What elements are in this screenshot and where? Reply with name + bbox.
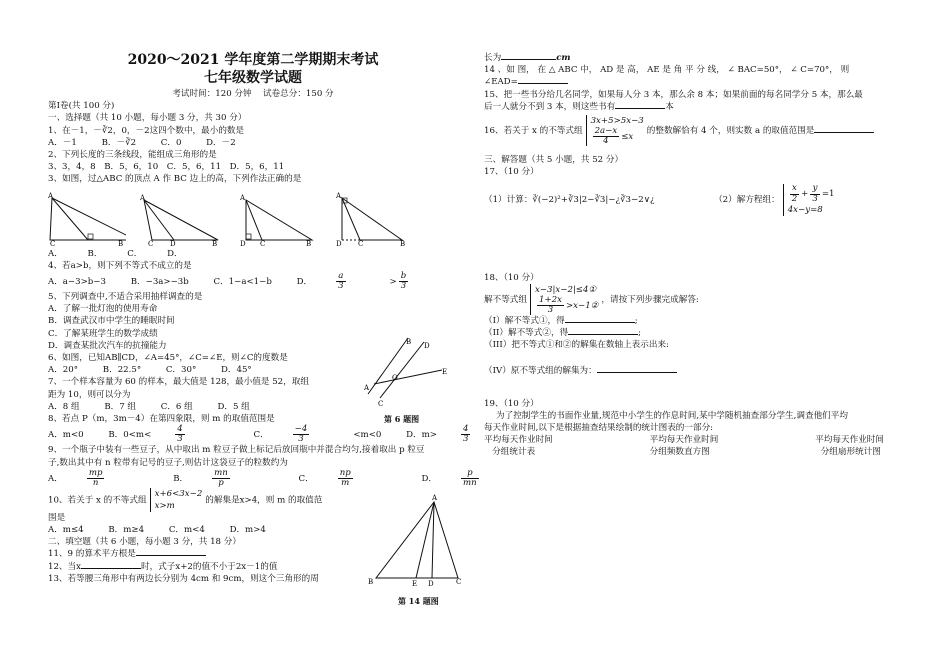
svg-text:A: A [140,193,146,202]
q18-step-2: （II）解不等式②，得 ; [484,328,642,339]
q5-stem: 5、下列调查中,不适合采用抽样调查的是 [48,292,203,303]
q10-stem: 10、若关于 x 的不等式组x+6<3x−2 x>m的解集是x>4，则 m 的取值范 [48,488,323,511]
svg-text:B: B [118,239,124,246]
svg-text:C: C [148,239,154,246]
q15-stem-cont: 后一人就分不到 3 本，则这些书有 本 [484,101,674,112]
svg-text:C: C [358,239,364,246]
svg-text:C: C [260,239,266,246]
q1-option-a: A．－1 [48,137,77,148]
svg-text:A: A [48,191,54,200]
q19-chart-titles [484,434,884,458]
q18-heading: 18、（10 分） [484,272,539,283]
q1-option-c: C．0 [160,137,182,148]
svg-text:E: E [412,580,418,588]
q1-options [48,137,458,149]
q8-option-c: C． $\frac{-4}{3}$ <m<0 [253,424,382,445]
section-one-heading: 一、选择题（共 10 小题，每小题 3 分，共 30 分） [48,113,247,124]
q10-stem-cont: 围是 [48,512,66,523]
exam-subtitle: 七年级数学试题 [204,69,302,86]
q3-figure-a [48,190,126,246]
q6-option-c: C．30° [165,365,197,376]
q4-option-d: D． $\frac{a}{3}$ > $\frac{b}{3}$ [296,271,407,292]
q5-option-c: C．了解某班学生的数学成绩 [48,328,158,339]
q18-step-4: （IV）原不等式组的解集为： [484,365,904,377]
q19-stem: 为了控制学生的书面作业量,规范中小学生的作息时间,某中学随机抽查部分学生,调查他们平均 [496,410,848,421]
q8-option-d: D．m> $\frac{4}{3}$ [406,424,469,445]
q8-option-a: A．m<0 [48,430,84,441]
q9-option-d: D． $\frac{p}{mn}$ [421,467,477,488]
q16-stem: 16、若关于 x 的不等式组3x+5>5x−3 $\frac{2a-x}{4}$ ≤x的整数解恰有 4 个，则实数 a 的取值范围是 [484,115,904,146]
q7-option-d: D．5 组 [217,401,250,412]
q9-option-a: A． $\frac{mp}{n}$ [48,467,103,488]
q6-option-d: D．45° [221,365,252,376]
svg-text:D: D [424,342,430,350]
svg-text:B: B [212,239,218,246]
q5-option-d: D．调查某批次汽车的抗撞能力 [48,340,167,351]
section-three-heading: 三、解答题（共 5 小题，共 52 分） [484,155,624,166]
svg-text:E: E [442,368,448,376]
q19-histogram-title: 平均每天作业时间 分组频数直方图 [649,435,719,458]
q5-option-a: A．了解一批灯泡的使用寿命 [48,304,158,315]
q4-option-b: B．−3a>−3b [130,277,189,288]
q2-stem: 2、下列长度的三条线段，能组成三角形的是 [48,150,217,161]
q4-stem: 4、若a>b，则下列不等式不成立的是 [48,260,192,271]
q19-pie-title: 平均每天作业时间 分组扇形统计图 [815,435,884,458]
q1-option-d: D．－2 [206,137,236,148]
q9-option-b: B． $\frac{mn}{p}$ [173,467,228,488]
q7-option-b: B．7 组 [104,401,137,412]
q10-option-c: C．m<4 [168,525,205,536]
q5-option-b: B．调查武汉市中学生的睡眠时间 [48,316,175,327]
q15-stem: 15、把一些书分给几名同学，如果每人分 3 本，那么余 8 本；如果前面的每名同学分 5 本，那么最 [484,89,863,100]
svg-text:B: B [306,239,312,246]
q6-stem: 6、如图，已知AB∥CD，∠A=45°，∠C=∠E，则∠C的度数是 [48,353,288,364]
q3-figure-b [138,190,220,246]
q6-option-a: A．20° [48,365,79,376]
q8-options [48,424,469,445]
q3-figures [48,190,458,246]
q7-option-c: C．6 组 [160,401,193,412]
q13-continuation: 长为 cm [484,53,571,63]
svg-text:D: D [170,239,176,246]
q18-step-1: （I）解不等式①，得 ; [484,315,638,326]
q1-stem: 1、在－1，－∛2，0，－2这四个数中，最小的数是 [48,125,245,136]
svg-text:C: C [456,578,462,586]
svg-text:D: D [240,239,246,246]
q19-heading: 19、（10 分） [484,398,539,409]
q14-caption: 第 14 题图 [398,596,439,606]
q3-option-b: B． [87,248,103,259]
q11: 11、9 的算术平方根是 [48,548,458,560]
svg-text:A: A [364,384,370,392]
svg-text:O: O [392,374,398,382]
q10-option-b: B．m≥4 [108,525,145,536]
q3-stem: 3、如图，过△ABC 的顶点 A 作 BC 边上的高，下列作法正确的是 [48,174,302,185]
exam-meta: 考试时间：120 分钟 试卷总分：150 分 [172,89,334,99]
q18-step-3: （III）把不等式①和②的解集在数轴上表示出来: [484,340,669,351]
svg-text:D: D [336,239,342,246]
svg-text:A: A [240,193,246,202]
svg-text:A: A [336,191,342,200]
q14-stem-cont: ∠EAD= [484,76,904,88]
part-one-heading: 第Ⅰ卷(共 100 分) [48,101,115,112]
q2-options: 3、3，4，8 B．5，6，10 C．5，6，11 D．5，6，11 [48,162,285,173]
svg-text:B: B [400,239,406,246]
q19-stem-cont: 每天作业时间,以下是根据抽查结果绘制的统计图表的一部分: [484,423,714,434]
q9-option-c: C． $\frac{np}{m}$ [298,467,351,488]
exam-title: 2020～2021 学年度第二学期期末考试 [127,52,379,68]
svg-text:B: B [368,578,374,586]
q9-stem-cont: 子,数出其中有 n 粒带有记号的豆子,则估计这袋豆子的粒数约为 [48,457,288,468]
q4-option-c: C．1−a<1−b [213,277,272,288]
q4-option-a: A．a−3>b−3 [48,277,106,288]
svg-text:A: A [432,494,438,502]
q7-stem: 7、一个样本容量为 60 的样本，最大值是 128，最小值是 52，取组 [48,377,309,388]
svg-text:D: D [428,580,434,588]
q9-options [48,467,477,488]
q18-stem: 解不等式组x−3|x−2|≤4① $\frac{1+2x}{3}$ >x−1②，请按下列步骤完成解答: [484,284,699,315]
q8-option-b: B．0<m< $\frac{4}{3}$ [108,424,183,445]
q8-stem: 8、若点 P（m，3m－4）在第四象限，则 m 的取值范围是 [48,414,275,425]
q10-option-d: D．m>4 [229,525,266,536]
q3-option-c: C． [127,248,143,259]
q17-parts: （1）计算：∛(−2)²+∛3|2−∛3|−¿∛3−2∨¿ （2）解方程组： $\frac{x}{2}$ + $\frac{y}{3}$ =1 4x−y=8 [484,183,835,215]
q17-heading: 17、（10 分） [484,167,539,178]
q6-option-b: B．22.5° [102,365,142,376]
q3-figure-d [326,190,412,246]
q14-figure [366,494,466,590]
q9-stem: 9、一个瓶子中装有一些豆子，从中取出 m 粒豆子做上标记后放回瓶中并混合均匀,接着取出 p 粒豆 [48,445,425,456]
svg-text:C: C [378,400,384,408]
q6-figure [362,336,458,412]
section-two-heading: 二、填空题（共 6 小题，每小题 3 分，共 18 分） [48,537,241,548]
q14-stem: 14 、如 图， 在 △ ABC 中， AD 是 高， AE 是 角 平 分 线， ∠ BAC=50°， ∠ C=70°， 则 [484,65,850,76]
q3-options [48,248,458,260]
svg-text:C: C [50,239,56,246]
q1-option-b: B．－∛2 [101,137,137,148]
q19-table-title: 平均每天作业时间 分组统计表 [484,435,553,458]
q17-part-1: （1）计算：∛(−2)²+∛3|2−∛3|−¿∛3−2∨¿ [484,195,655,206]
q3-figure-c [232,190,314,246]
q17-part-2: （2）解方程组： [714,195,780,206]
q4-options [48,272,458,291]
q12: 12、当x 时，式子x+2的值不小于2x－1的值 [48,561,278,572]
q13: 13、若等腰三角形中有两边长分别为 4cm 和 9cm，则这个三角形的周 [48,573,319,584]
q7-option-a: A．8 组 [48,401,80,412]
q3-option-a: A． [48,248,63,259]
q7-stem-cont: 距为 10，则可以分为 [48,389,131,400]
right-column [484,0,904,459]
q6-caption: 第 6 题图 [384,414,420,424]
q10-option-a: A．m≤4 [48,525,84,536]
svg-text:B: B [406,338,412,346]
q3-option-d: D． [167,248,183,259]
